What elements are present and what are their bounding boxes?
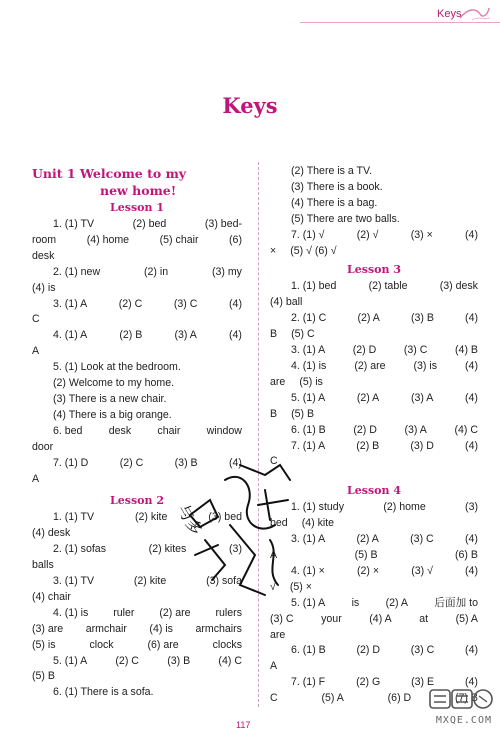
answer-segment: √	[270, 580, 276, 593]
answer-line	[270, 612, 478, 628]
answer-line	[32, 590, 242, 606]
answer-segment: (4) is	[32, 281, 56, 294]
answer-segment: (6) are	[147, 638, 179, 651]
answer-line	[270, 516, 478, 532]
answer-segment: (2) ×	[356, 564, 380, 577]
answer-line	[32, 265, 242, 281]
unit-subtitle: new home!	[100, 183, 177, 198]
answer-segment: desk	[32, 249, 55, 262]
answer-segment: 2. (1) new	[53, 265, 101, 278]
answer-segment: 5. (1) A	[53, 654, 88, 667]
answer-line	[32, 328, 242, 344]
answer-line	[32, 622, 242, 638]
answer-segment: (2) √	[356, 228, 379, 241]
answer-segment: (5) √ (6) √	[290, 244, 337, 257]
answer-segment: (4) home	[86, 233, 130, 246]
unit-title: Unit 1 Welcome to my	[32, 166, 187, 181]
answer-segment: 3. (1) TV	[53, 575, 95, 588]
answer-segment: (2) bed	[132, 218, 167, 230]
answer-line	[270, 279, 478, 295]
answer-segment: (3) C	[403, 344, 428, 357]
answer-line	[32, 638, 242, 654]
answer-line	[32, 249, 242, 265]
header-label: Keys	[437, 8, 462, 20]
answer-segment: (4)	[465, 676, 478, 689]
answer-segment: (3) C	[410, 533, 434, 546]
answer-segment: 4. (1) is	[53, 606, 89, 619]
answer-line	[270, 327, 478, 343]
answer-segment: 6. (1) B	[291, 644, 326, 657]
answer-segment: (2) C	[115, 654, 139, 667]
answer-segment: rulers	[215, 606, 242, 619]
answer-segment: (4) desk	[32, 527, 71, 540]
answer-segment: (6) D	[387, 692, 412, 705]
answer-segment: (2) in	[143, 265, 169, 278]
answer-segment: (4) C	[218, 654, 242, 667]
answer-segment: (2) There is a TV.	[291, 165, 373, 177]
answer-segment: (4)	[229, 456, 242, 469]
answer-line	[32, 685, 242, 701]
answer-segment: 7. (1) D	[53, 456, 89, 469]
answer-line	[32, 424, 242, 440]
answer-segment: (5) chair	[159, 233, 199, 246]
answer-segment: (5) B	[291, 407, 315, 420]
answer-line	[270, 564, 478, 580]
answer-segment: 6. (1) There is a sofa.	[53, 686, 154, 699]
answer-line	[32, 233, 242, 249]
answer-segment: A	[270, 660, 278, 673]
answer-segment: desk	[108, 424, 132, 437]
answer-segment: (2) B	[356, 439, 380, 452]
answer-line	[32, 312, 242, 328]
answer-segment: (2) A	[385, 596, 408, 609]
answer-segment: (5) is	[32, 638, 56, 651]
answer-line	[32, 574, 242, 590]
answer-line	[32, 392, 242, 408]
answer-segment: (3) are	[32, 622, 64, 635]
answer-line	[270, 375, 478, 391]
answer-segment: 2. (1) C	[291, 312, 327, 325]
answer-segment: armchairs	[195, 622, 242, 635]
answer-segment: (4)	[465, 564, 478, 577]
answer-segment: (7) B	[455, 692, 478, 705]
answer-line	[32, 408, 242, 424]
answer-segment: (2) are	[354, 359, 386, 372]
answer-segment: 5. (1) A	[291, 391, 326, 404]
answer-line	[270, 343, 478, 359]
answer-segment: (3) A	[174, 329, 197, 342]
answer-segment: (2) D	[353, 423, 377, 436]
answer-segment: B	[270, 407, 278, 420]
answer-line	[270, 532, 478, 548]
answer-line	[32, 440, 242, 456]
answer-segment: (5) There are two balls.	[291, 212, 400, 225]
answer-segment: (2) A	[356, 391, 380, 404]
right-column	[270, 164, 478, 707]
answer-segment: window	[206, 424, 242, 437]
page-number: 117	[236, 720, 251, 730]
answer-segment: (2) C	[118, 297, 143, 310]
answer-segment: chair	[157, 424, 181, 437]
lesson-2-continued-answers	[270, 164, 478, 259]
answer-segment: 后面加 to	[434, 596, 478, 609]
answer-segment: (3) C	[270, 612, 294, 625]
answer-segment: (3) sofa	[206, 575, 242, 588]
answer-segment: (3) B	[167, 654, 191, 667]
answer-line	[32, 360, 242, 376]
answer-segment: (3)	[229, 543, 242, 556]
answer-segment: (4) There is a bag.	[291, 196, 378, 209]
answer-line	[270, 212, 478, 228]
answer-segment: 3. (1) A	[291, 533, 326, 546]
answer-segment: (4) There is a big orange.	[53, 408, 172, 421]
answer-segment: 3. (1) A	[291, 344, 326, 357]
answer-segment: C	[32, 313, 40, 326]
answer-segment: 1. (1) bed	[291, 280, 337, 293]
answer-segment: (5) C	[291, 328, 315, 341]
answer-segment: (3) is	[413, 359, 438, 372]
answer-line	[270, 548, 478, 564]
answer-segment: (5) A	[321, 692, 344, 705]
answer-segment: (5) B	[354, 549, 378, 562]
lesson-2-answers	[32, 510, 242, 701]
answer-segment: at	[419, 612, 429, 625]
answer-segment: door	[32, 440, 54, 453]
answer-line	[270, 643, 478, 659]
answer-segment: (4)	[229, 329, 242, 342]
answer-segment: (3)	[465, 501, 478, 514]
answer-segment: balls	[32, 559, 54, 572]
answer-line	[32, 456, 242, 472]
answer-segment: ×	[270, 244, 277, 257]
lesson-4-answers	[270, 500, 478, 707]
lesson-4-heading: Lesson 4	[347, 484, 401, 498]
lesson-3-answers	[270, 279, 478, 470]
answer-line	[270, 391, 478, 407]
page-title: Keys	[222, 93, 278, 118]
answer-segment: (3) A	[410, 391, 434, 404]
answer-line	[270, 454, 478, 470]
answer-segment: 6. bed	[53, 424, 83, 437]
answer-segment: (5) A	[455, 612, 478, 625]
answer-line	[270, 596, 478, 612]
answer-segment: (3) √	[411, 564, 433, 577]
answer-segment: (2) G	[356, 676, 381, 689]
answer-segment: (3) A	[404, 423, 427, 436]
answer-segment: (4) kite	[301, 517, 335, 530]
answer-segment: (2) A	[357, 312, 380, 325]
handwritten-text: 与多	[173, 501, 207, 539]
answer-segment: (5) ×	[289, 580, 312, 593]
answer-segment: (3) my	[211, 265, 242, 278]
header-ribbon-icon	[458, 4, 492, 26]
answer-segment: (4)	[465, 312, 478, 325]
answer-line	[270, 423, 478, 439]
lesson-3-heading: Lesson 3	[347, 263, 401, 277]
answer-segment: armchair	[85, 622, 127, 635]
answer-line	[270, 196, 478, 212]
column-divider	[258, 162, 259, 707]
answer-segment: (5) is	[299, 375, 323, 388]
answer-line	[32, 376, 242, 392]
answer-segment: B	[270, 328, 278, 341]
answer-segment: are	[270, 375, 286, 388]
answer-segment: 2. (1) sofas	[53, 543, 106, 556]
answer-segment: ruler	[113, 606, 135, 619]
answer-line	[270, 311, 478, 327]
answer-line	[32, 558, 242, 574]
answer-segment: (4)	[465, 359, 478, 372]
answer-segment: (2) home	[383, 501, 426, 514]
answer-segment: room	[32, 233, 57, 246]
answer-segment: (4)	[465, 644, 478, 657]
answer-segment: (2) kite	[133, 575, 167, 588]
lesson-2-heading: Lesson 2	[110, 494, 164, 508]
answer-segment: 5. (1) A	[291, 596, 326, 609]
answer-line	[270, 659, 478, 675]
answer-segment: (4)	[465, 533, 478, 546]
answer-line	[32, 472, 242, 488]
answer-segment: (3) C	[410, 644, 435, 657]
answer-segment: (4) ball	[270, 296, 303, 309]
answer-segment: 1. (1) TV	[53, 511, 95, 524]
answer-segment: (2) C	[119, 456, 144, 469]
answer-segment: (4)	[229, 297, 242, 310]
lesson-1-answers	[32, 217, 242, 487]
answer-line	[32, 217, 242, 233]
answer-segment: (2) table	[368, 280, 408, 293]
answer-line	[270, 359, 478, 375]
answer-segment: (3) C	[173, 297, 198, 310]
answer-segment: (2) B	[119, 329, 143, 342]
answer-segment: your	[321, 612, 342, 625]
answer-segment: A	[270, 549, 278, 562]
answer-segment: 4. (1) is	[291, 359, 327, 372]
answer-line	[32, 297, 242, 313]
answer-segment: (3) ×	[410, 228, 433, 241]
answer-line	[32, 510, 242, 526]
answer-segment: (3) bed-	[204, 218, 242, 230]
answer-line	[32, 606, 242, 622]
answer-segment: (2) kite	[135, 511, 168, 524]
answer-line	[32, 654, 242, 670]
answer-segment: 5. (1) Look at the bedroom.	[53, 361, 181, 374]
answer-segment: is	[351, 596, 360, 609]
answer-segment: 7. (1) F	[291, 676, 326, 689]
answer-segment: (3) D	[410, 439, 434, 452]
answer-segment: are	[270, 628, 286, 641]
answer-segment: 1. (1) TV	[53, 218, 95, 230]
answer-line	[270, 500, 478, 516]
answer-segment: 4. (1) A	[53, 329, 88, 342]
answer-segment: clocks	[212, 638, 242, 651]
answer-segment: (4) C	[454, 423, 478, 436]
answer-line	[32, 669, 242, 685]
answer-segment: (3) B	[174, 456, 198, 469]
answer-line	[270, 180, 478, 196]
answer-segment: 4. (1) ×	[291, 564, 325, 577]
answer-segment: (4)	[465, 391, 478, 404]
answer-segment: (3) There is a new chair.	[53, 392, 167, 405]
answer-segment: (4) chair	[32, 590, 71, 603]
answer-segment: (2) kites	[148, 543, 187, 556]
answer-segment: A	[32, 472, 40, 485]
answer-segment: 3. (1) A	[53, 297, 88, 310]
answer-line	[270, 580, 478, 596]
answer-segment: (3) desk	[439, 280, 478, 293]
answer-line	[270, 407, 478, 423]
answer-segment: A	[32, 345, 40, 358]
left-column	[32, 165, 242, 701]
answer-line	[270, 228, 478, 244]
answer-segment: (3) bed	[208, 511, 242, 524]
answer-line	[270, 439, 478, 455]
answer-segment: (2) Welcome to my home.	[53, 377, 175, 390]
answer-segment: (3) E	[411, 676, 435, 689]
answer-segment: clock	[89, 638, 114, 651]
answer-segment: (6)	[229, 233, 242, 246]
answer-segment: (4) is	[149, 622, 173, 635]
answer-line	[32, 542, 242, 558]
answer-segment: (3) B	[410, 312, 434, 325]
answer-segment: (6) B	[455, 549, 478, 562]
answer-segment: 1. (1) study	[291, 501, 344, 514]
answer-line	[270, 295, 478, 311]
answer-line	[32, 281, 242, 297]
answer-segment: (4)	[465, 439, 478, 452]
watermark-text: MXQE.COM	[435, 715, 492, 726]
answer-segment: C	[270, 455, 278, 468]
answer-line	[270, 164, 478, 180]
answer-line	[270, 628, 478, 644]
answer-segment: (2) D	[352, 344, 377, 357]
answer-line	[32, 526, 242, 542]
answer-segment: (2) are	[159, 606, 191, 619]
answer-segment: (4)	[465, 228, 478, 241]
answer-segment: 7. (1) A	[291, 439, 326, 452]
answer-line	[32, 344, 242, 360]
answer-segment: (5) B	[32, 670, 55, 683]
lesson-1-heading: Lesson 1	[110, 201, 164, 214]
answer-segment: C	[270, 692, 278, 705]
answer-segment: (3) There is a book.	[291, 180, 383, 193]
answer-segment: (4) B	[455, 344, 478, 357]
answer-segment: 7. (1) √	[291, 228, 325, 241]
answer-segment: (4) A	[369, 612, 392, 625]
answer-segment: 6. (1) B	[291, 423, 326, 436]
answer-segment: (2) A	[356, 533, 379, 546]
answer-segment: (2) D	[356, 644, 381, 657]
answer-line	[270, 244, 478, 260]
answer-segment: bed	[270, 517, 288, 530]
